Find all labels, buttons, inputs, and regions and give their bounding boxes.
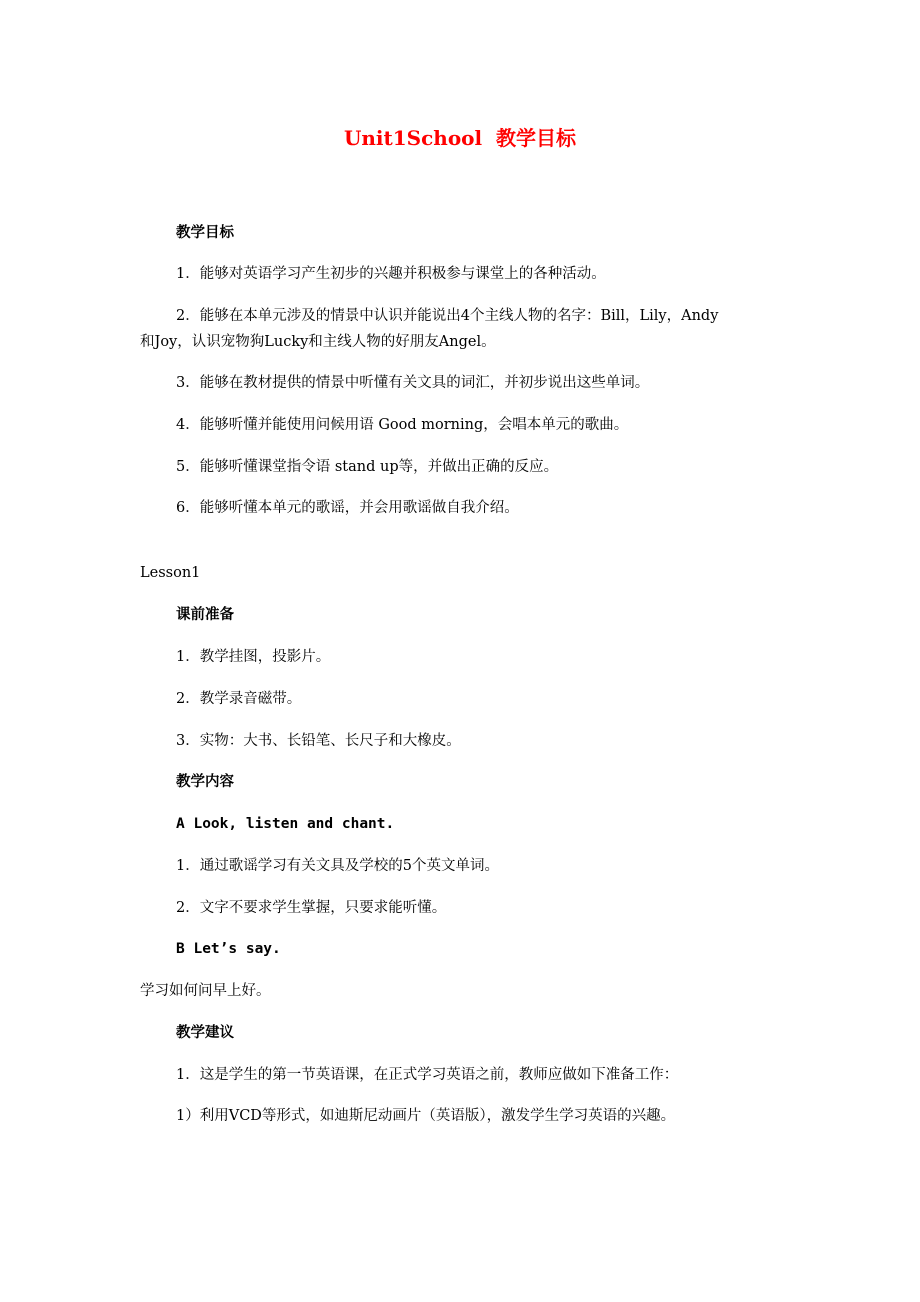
suggestion-item: 1．这是学生的第一节英语课，在正式学习英语之前，教师应做如下准备工作：	[176, 1067, 679, 1083]
prep-item: 2．教学录音磁带。	[176, 691, 302, 707]
prep-item: 1．教学挂图，投影片。	[176, 649, 331, 665]
prep-heading: 课前准备	[176, 606, 234, 623]
lesson-label: Lesson1	[140, 565, 201, 581]
objectives-heading: 教学目标	[176, 224, 234, 241]
suggestion-item: 1）利用VCD等形式，如迪斯尼动画片（英语版），激发学生学习英语的兴趣。	[176, 1108, 676, 1124]
objective-item-continuation: 和Joy，认识宠物狗Lucky和主线人物的好朋友Angel。	[140, 334, 496, 350]
objective-item: 1．能够对英语学习产生初步的兴趣并积极参与课堂上的各种活动。	[176, 266, 606, 282]
section-a-title: A Look, listen and chant.	[176, 816, 395, 832]
section-b-title: B Let’s say.	[176, 941, 281, 957]
objective-item: 2．能够在本单元涉及的情景中认识并能说出4个主线人物的名字：Bill，Lily，Andy	[176, 308, 719, 324]
suggestions-heading: 教学建议	[176, 1024, 234, 1041]
section-a-item: 1．通过歌谣学习有关文具及学校的5个英文单词。	[176, 858, 499, 874]
section-b-text: 学习如何问早上好。	[140, 983, 271, 999]
prep-item: 3．实物：大书、长铅笔、长尺子和大橡皮。	[176, 733, 461, 749]
objective-item: 3．能够在教材提供的情景中听懂有关文具的词汇，并初步说出这些单词。	[176, 375, 650, 391]
content-heading: 教学内容	[176, 773, 234, 790]
objective-item: 4．能够听懂并能使用问候用语 Good morning，会唱本单元的歌曲。	[176, 417, 629, 433]
objective-item: 5．能够听懂课堂指令语 stand up等，并做出正确的反应。	[176, 459, 559, 475]
document-title: Unit1School 教学目标	[343, 126, 577, 150]
section-a-item: 2．文字不要求学生掌握，只要求能听懂。	[176, 900, 447, 916]
objective-item: 6．能够听懂本单元的歌谣，并会用歌谣做自我介绍。	[176, 500, 519, 516]
